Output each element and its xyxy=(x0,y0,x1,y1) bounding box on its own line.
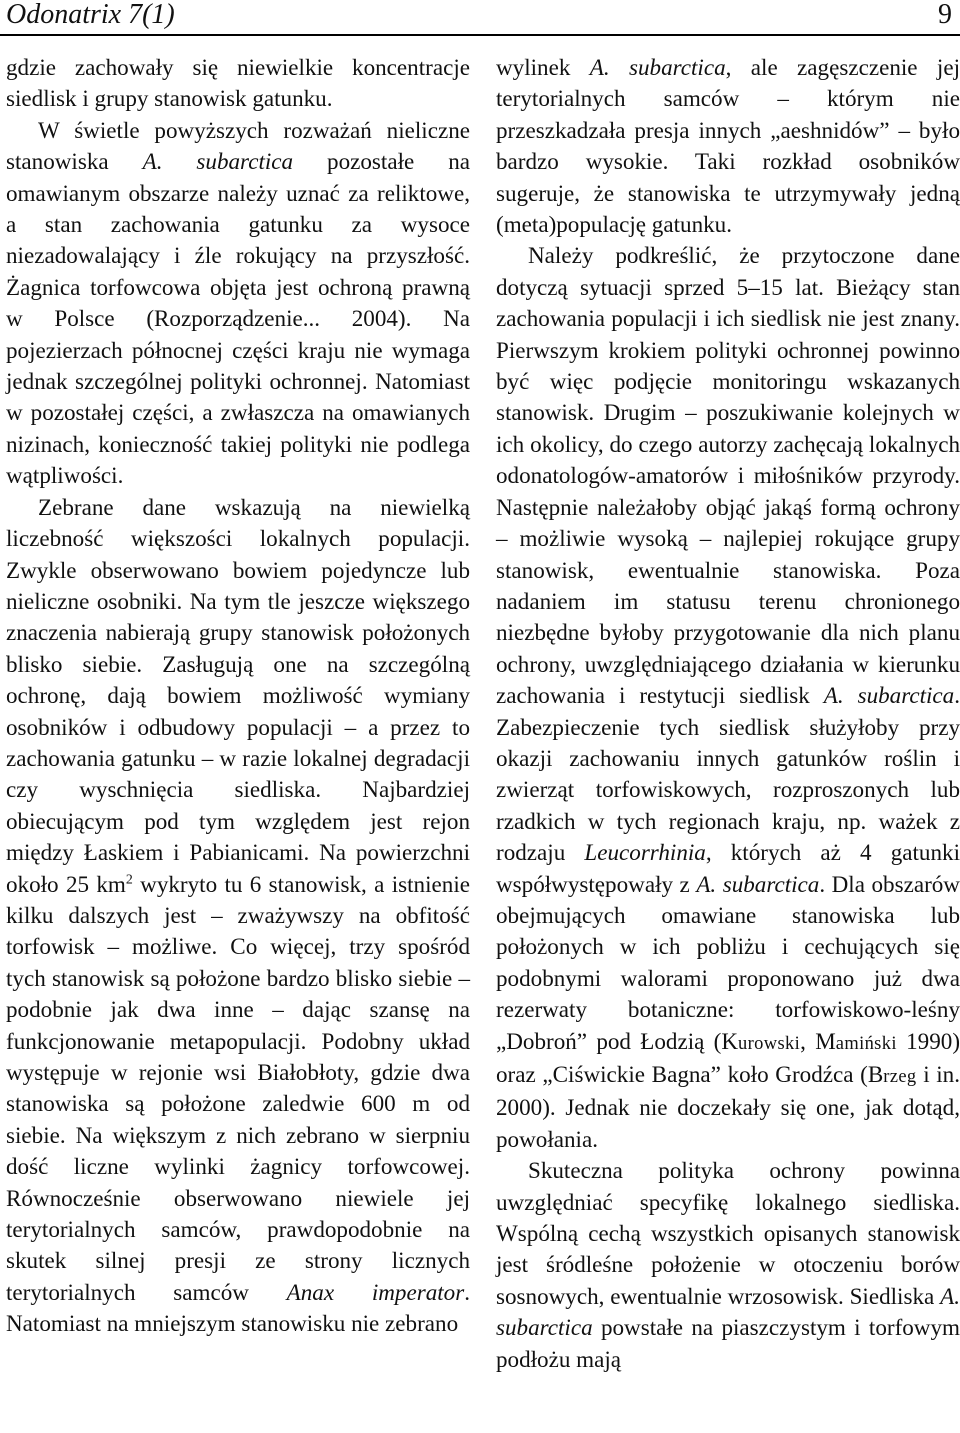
right-column xyxy=(496,52,960,1375)
right-paragraph-3: Skuteczna polityka ochrony powinna uwzględniać specyfikę lokalnego siedliska. Wspólną cechą wszystkich opisanych stanowisk jest śródleśne położenie w otoczeniu borów sosnowych, ewentualnie wrzosowisk. Siedliska A. subarctica powstałe na piaszczystym i torfowym podłożu mają xyxy=(496,1157,960,1372)
left-paragraph-2: W świetle powyższych rozważań nieliczne stanowiska A. subarctica pozostałe na omawianym obszarze należy uznać za reliktowe, a stan zachowania gatunku za wysoce niezadowalający i źle rokujący na przyszłość. Żagnica torfowcowa objęta jest ochroną prawną w Polsce (Rozporządzenie... 2004). Na pojezierzach północnej części kraju nie wymaga jednak szczególnej polityki ochronnej. Natomiast w pozostałej części, a zwłaszcza na omawianych nizinach, konieczność takiej polityki nie podlega wątpliwości. xyxy=(6,116,470,489)
species-name: A. subarctica xyxy=(589,54,726,80)
species-name: A. subarctica xyxy=(496,1282,960,1341)
genus-name: Leucorrhinia xyxy=(584,839,706,866)
superscript: 2 xyxy=(125,870,133,886)
citation-author: M xyxy=(815,1027,836,1054)
left-column xyxy=(6,52,470,1340)
species-name: A. subarctica xyxy=(823,682,955,709)
citation-author: B xyxy=(867,1061,884,1087)
journal-title: Odonatrix 7(1) xyxy=(6,0,175,30)
species-name: A. subarctica xyxy=(142,148,294,175)
species-name: Anax imperator xyxy=(286,1278,465,1305)
left-paragraph-1: gdzie zachowały się niewielkie koncentracje siedlisk i grupy stanowisk gatunku. xyxy=(6,54,470,112)
species-name: A. subarctica xyxy=(696,870,820,897)
page-number: 9 xyxy=(938,0,952,30)
right-paragraph-1: wylinek A. subarctica, ale zagęszczenie jej terytorialnych samców – którym nie przeszkadzała presja innych „aeshnidów” – było bardzo wysokie. Taki rozkład osobników sugeruje, że stanowiska te utrzymywały jedną (meta)populację gatunku. xyxy=(496,54,960,238)
right-paragraph-2: Należy podkreślić, że przytoczone dane dotyczą sytuacji sprzed 5–15 lat. Bieżący stan zachowania populacji i ich siedlisk nie jest znany. Pierwszym krokiem polityki ochronnej powinno być więc podjęcie monitoringu wskazanych stanowisk. Drugim – poszukiwanie kolejnych w ich okolicy, do czego autorzy zachęcają lokalnych odonatologów-amatorów i miłośników przyrody. Następnie należałoby objąć jakąś formą ochrony – możliwie wysoką – najlepiej rokujące grupy stanowisk, ewentualnie stanowiska. Poza nadaniem im statusu terenu chronionego niezbędne byłoby przygotowanie dla nich planu ochrony, uwzględniającego działania w kierunku zachowania i restytucji siedlisk A. subarctica. Zabezpieczenie tych siedlisk służyłoby przy okazji zachowaniu innych gatunków roślin i zwierząt torfowiskowych, rozproszonych lub rzadkich w tych regionach kraju, np. ważek z rodzaju Leucorrhinia, których aż 4 gatunki współwystępowały z A. subarctica. Dla obszarów obejmujących omawiane stanowiska lub położonych w ich pobliżu i cechujących się podobnymi walorami proponowano już dwa rezerwaty botaniczne: torfowiskowo-leśny „Dobroń” pod Łodzią (Kurowski, Mamiński 1990) oraz „Ciświckie Bagna” koło Grodźca (Brzeg i in. 2000). Jednak nie doczekały się one, jak dotąd, powołania. xyxy=(496,242,960,1152)
citation-author: K xyxy=(721,1027,739,1054)
left-paragraph-3: Zebrane dane wskazują na niewielką liczebność większości lokalnych populacji. Zwykle obserwowano bowiem pojedyncze lub nieliczne osobniki. Na tym tle jeszcze większego znaczenia nabierają grupy stanowisk położonych blisko siebie. Zasługują one na szczególną ochronę, dają bowiem możliwość wymiany osobników i odbudowy populacji – a przez to zachowania gatunku – w razie lokalnej degradacji czy wyschnięcia siedliska. Najbardziej obiecującym pod tym względem jest rejon między Łaskiem i Pabianicami. Na powierzchni około 25 $km^2$ wykryto tu 6 stanowisk, a istnienie kilku dalszych jest – zważywszy na obfitość torfowisk – możliwe. Co więcej, trzy spośród tych stanowisk są położone bardzo blisko siebie – podobnie jak dwa inne – dając szansę na funkcjonowanie metapopulacji. Podobny układ występuje w rejonie wsi Białobłoty, gdzie dwa stanowiska są położone zaledwie 600 m od siebie. Na większym z nich zebrano w sierpniu dość liczne wylinki żagnicy torfowcowej. Równocześnie obserwowano niewiele jej terytorialnych samców, prawdopodobnie na skutek silnej presji ze strony licznych terytorialnych samców Anax imperator. Natomiast na mniejszym stanowisku nie zebrano xyxy=(6,493,470,1337)
page-header xyxy=(0,0,960,36)
